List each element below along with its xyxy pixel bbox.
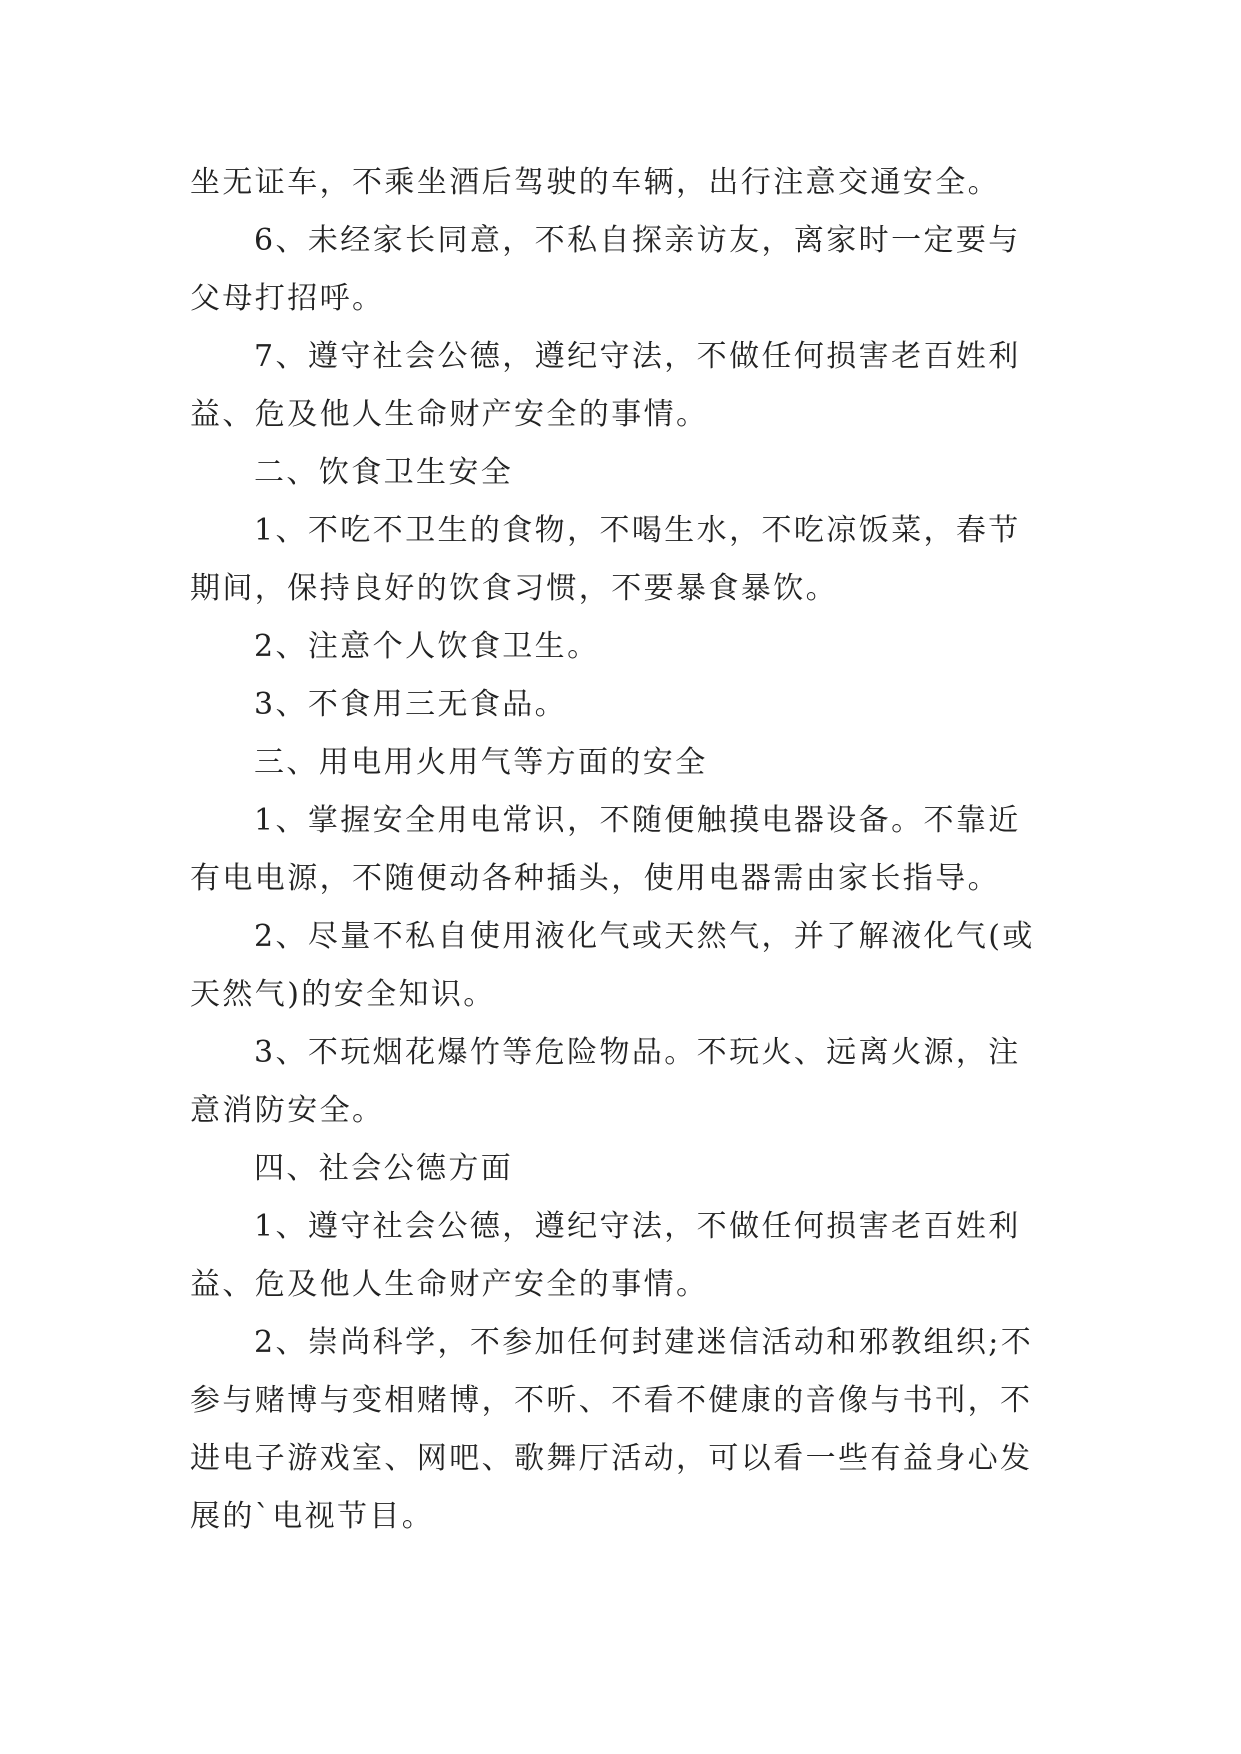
text-line: 7、遵守社会公德，遵纪守法，不做任何损害老百姓利 [254,339,1021,374]
text-line: 进电子游戏室、网吧、歌舞厅活动，可以看一些有益身心发 [190,1441,1033,1476]
text-line: 1、不吃不卫生的食物，不喝生水，不吃凉饭菜，春节 [254,513,1021,548]
text-line: 3、不食用三无食品。 [254,687,568,722]
section-heading: 四、社会公德方面 [254,1151,514,1186]
text-line: 1、遵守社会公德，遵纪守法，不做任何损害老百姓利 [254,1209,1021,1244]
text-line: 展的`电视节目。 [190,1499,435,1534]
text-line: 坐无证车，不乘坐酒后驾驶的车辆，出行注意交通安全。 [190,165,1000,200]
section-heading: 二、饮食卫生安全 [254,455,514,490]
text-line: 1、掌握安全用电常识，不随便触摸电器设备。不靠近 [254,803,1021,838]
text-line: 2、尽量不私自使用液化气或天然气，并了解液化气(或 [254,919,1035,954]
text-line: 意消防安全。 [190,1093,385,1128]
text-line: 2、崇尚科学，不参加任何封建迷信活动和邪教组织;不 [254,1325,1034,1360]
text-line: 3、不玩烟花爆竹等危险物品。不玩火、远离火源，注 [254,1035,1021,1070]
text-line: 期间，保持良好的饮食习惯，不要暴食暴饮。 [190,571,838,606]
text-line: 父母打招呼。 [190,281,385,316]
text-line: 有电电源，不随便动各种插头，使用电器需由家长指导。 [190,861,1000,896]
section-heading: 三、用电用火用气等方面的安全 [254,745,708,780]
text-line: 参与赌博与变相赌博，不听、不看不健康的音像与书刊，不 [190,1383,1033,1418]
text-line: 6、未经家长同意，不私自探亲访友，离家时一定要与 [254,223,1021,258]
text-line: 益、危及他人生命财产安全的事情。 [190,397,709,432]
text-line: 2、注意个人饮食卫生。 [254,629,600,664]
text-line: 益、危及他人生命财产安全的事情。 [190,1267,709,1302]
text-line: 天然气)的安全知识。 [190,977,496,1012]
document-body [190,154,1050,1546]
